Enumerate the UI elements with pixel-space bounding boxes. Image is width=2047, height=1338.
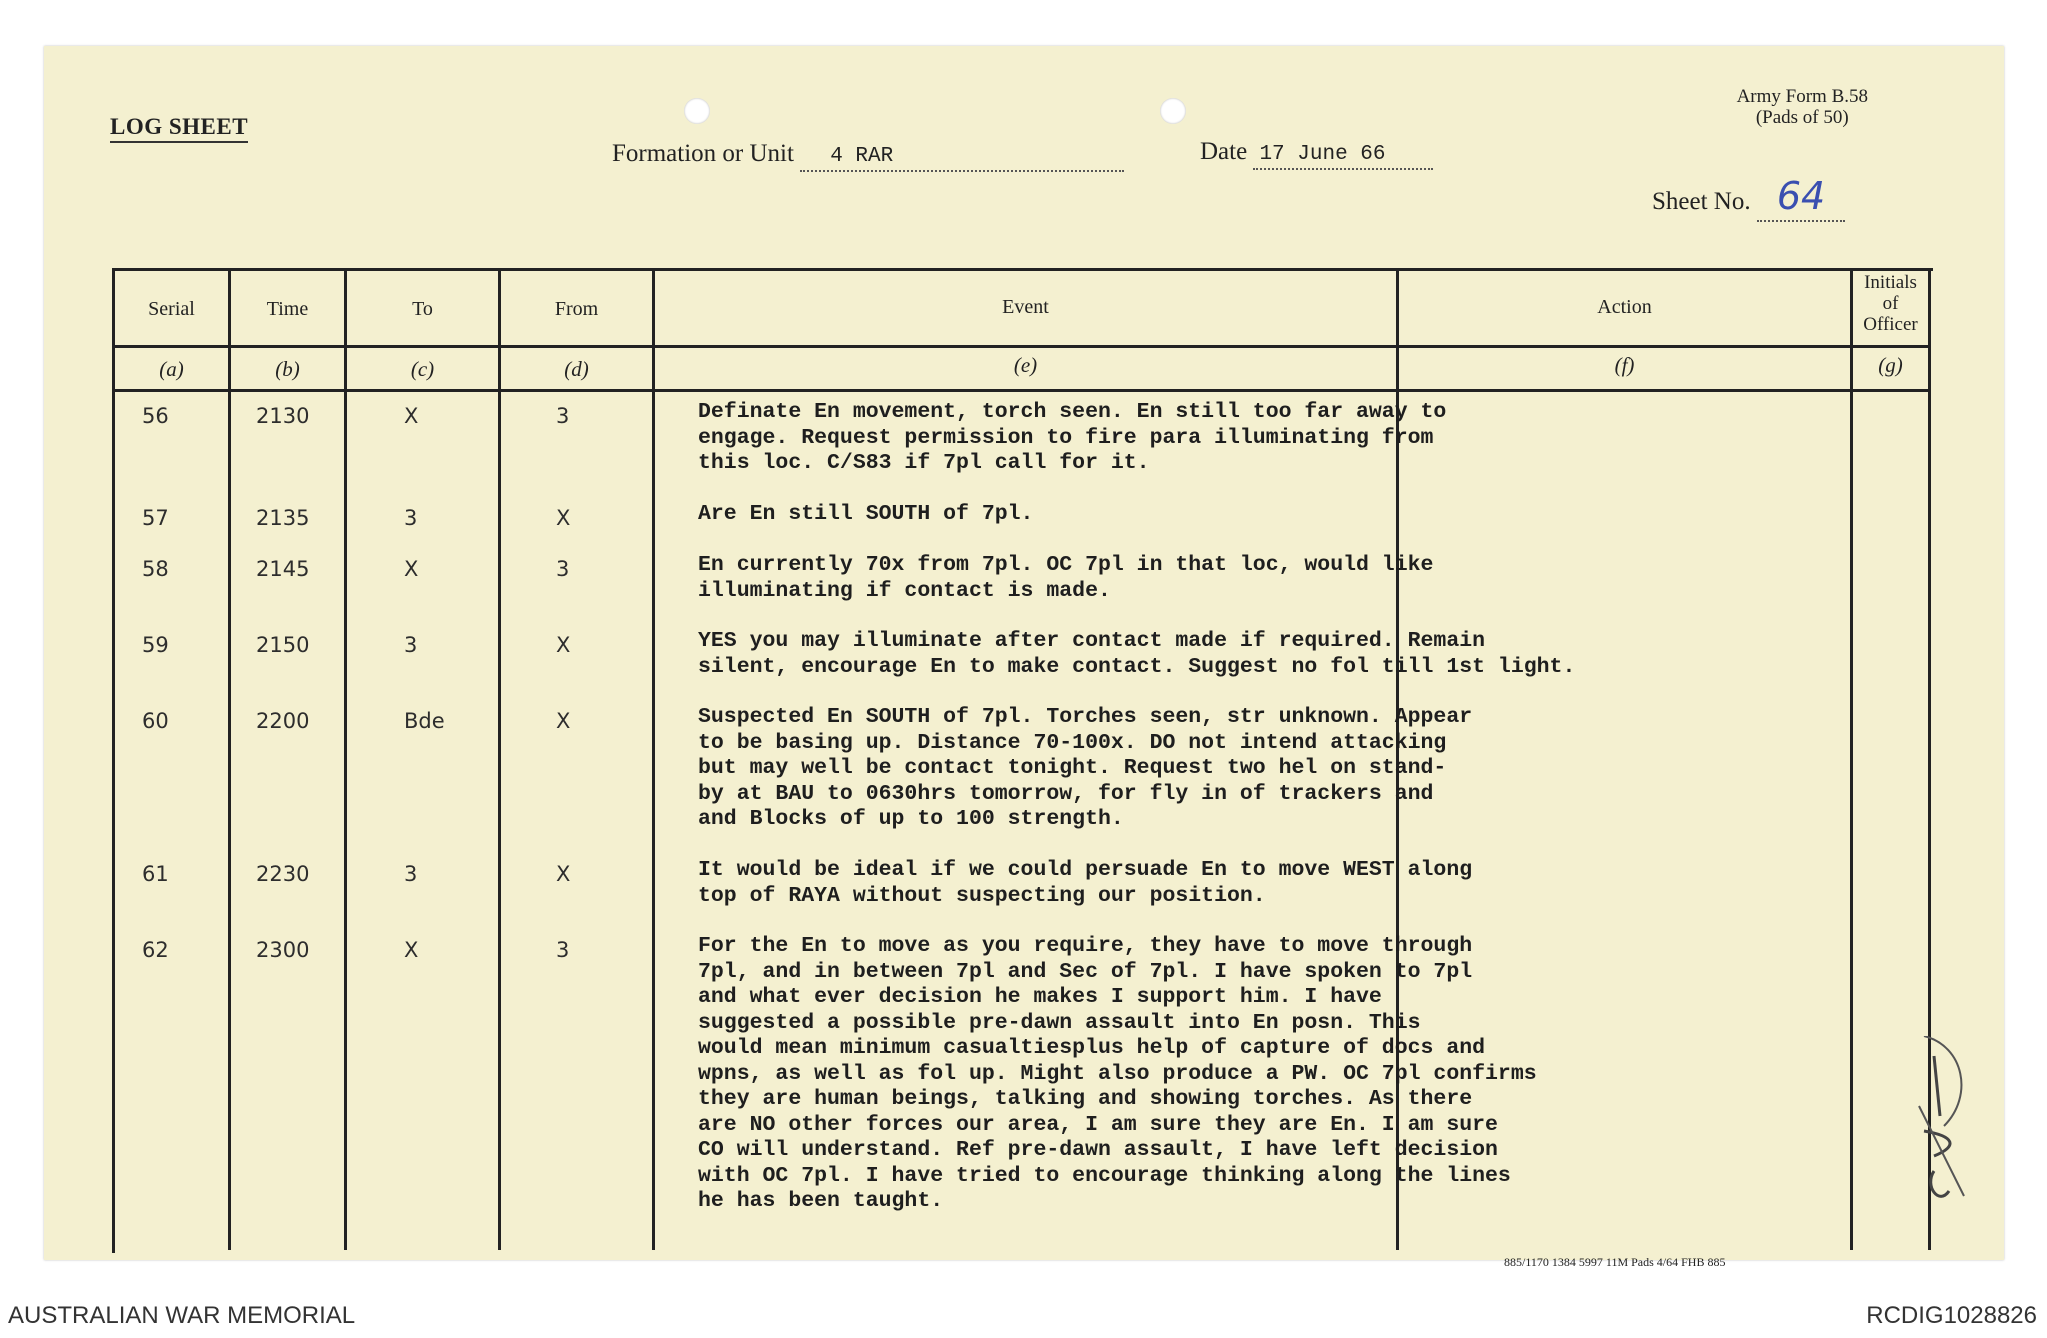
row-from: X xyxy=(556,709,571,733)
row-serial: 60 xyxy=(142,709,169,733)
form-number: Army Form B.58 xyxy=(1736,86,1868,107)
row-serial: 58 xyxy=(142,557,169,581)
header-initials-line3: Officer xyxy=(1863,314,1918,335)
sub-c: (c) xyxy=(410,357,435,381)
col-divider xyxy=(344,268,347,1250)
row-to: X xyxy=(404,557,419,581)
date-field xyxy=(1200,138,1433,170)
row-from: 3 xyxy=(556,404,570,428)
row-event: YES you may illuminate after contact made if required. Remain silent, encourage En to make contact. Suggest no fol till 1st light. xyxy=(698,629,1576,679)
row-from: 3 xyxy=(556,557,570,581)
row-event: It would be ideal if we could persuade En to move WEST along top of RAYA without suspecting our position. xyxy=(698,858,1473,908)
row-to: X xyxy=(404,404,419,428)
sheet-number-field xyxy=(1652,174,1845,222)
handwritten-initials-mark xyxy=(1904,1036,1984,1216)
unit-label: Formation or Unit xyxy=(612,140,794,167)
row-serial: 59 xyxy=(142,633,169,657)
sub-e: (e) xyxy=(1013,353,1038,377)
row-event: Definate En movement, torch seen. En still too far away to engage. Request permission to fire para illuminating from this loc. C/S83 if 7pl call for it. xyxy=(698,400,1447,475)
row-time: 2150 xyxy=(256,633,310,657)
header-initials-line1: Initials xyxy=(1864,272,1917,293)
row-time: 2200 xyxy=(256,709,310,733)
row-serial: 57 xyxy=(142,506,169,530)
row-time: 2130 xyxy=(256,404,310,428)
row-from: X xyxy=(556,862,571,886)
col-divider xyxy=(1850,268,1853,1250)
row-event: En currently 70x from 7pl. OC 7pl in that loc, would like illuminating if contact is made. xyxy=(698,553,1434,603)
sheet-value: 64 xyxy=(1757,174,1845,222)
row-time: 2135 xyxy=(256,506,310,530)
form-reference xyxy=(1737,86,1868,128)
header-event: Event xyxy=(1002,296,1049,318)
row-event: Suspected En SOUTH of 7pl. Torches seen, str unknown. Appear to be basing up. Distance 70-100x. DO not intend attacking but may well be contact tonight. Request two hel on stand- by at BAU to 0630hrs tomorrow, for fly in of trackers and and Blocks of up to 100 strength. xyxy=(698,705,1473,831)
unit-value: 4 RAR xyxy=(800,145,1124,172)
sub-b: (b) xyxy=(275,357,300,381)
row-time: 2300 xyxy=(256,938,310,962)
header-divider xyxy=(112,345,1930,348)
row-from: 3 xyxy=(556,938,570,962)
sheet-label: Sheet No. xyxy=(1652,188,1751,215)
date-value: 17 June 66 xyxy=(1253,143,1433,170)
subheader-divider xyxy=(112,389,1930,392)
sub-g: (g) xyxy=(1878,353,1903,377)
punch-hole-right xyxy=(1160,98,1186,124)
date-label: Date xyxy=(1200,138,1248,165)
header-action: Action xyxy=(1597,296,1652,318)
sub-a: (a) xyxy=(159,357,184,381)
col-divider xyxy=(652,268,655,1250)
row-to: 3 xyxy=(404,506,418,530)
sub-d: (d) xyxy=(564,357,589,381)
row-to: 3 xyxy=(404,633,418,657)
row-to: 3 xyxy=(404,862,418,886)
col-divider xyxy=(498,268,501,1250)
row-to: Bde xyxy=(404,709,445,733)
sub-f: (f) xyxy=(1614,353,1635,377)
unit-field xyxy=(612,140,1124,172)
header-initials-line2: of xyxy=(1882,293,1899,314)
header-to: To xyxy=(412,298,433,320)
archive-credit: AUSTRALIAN WAR MEMORIAL xyxy=(8,1302,356,1329)
row-time: 2145 xyxy=(256,557,310,581)
header-serial: Serial xyxy=(148,298,195,320)
log-sheet-paper xyxy=(44,46,2004,1269)
page-title: LOG SHEET xyxy=(110,114,248,143)
row-to: X xyxy=(404,938,419,962)
col-divider xyxy=(228,268,231,1250)
row-serial: 61 xyxy=(142,862,169,886)
row-serial: 62 xyxy=(142,938,169,962)
row-from: X xyxy=(556,506,571,530)
printer-reference: 885/1170 1384 5997 11M Pads 4/64 FHB 885 xyxy=(1504,1255,1726,1269)
header-from: From xyxy=(554,298,599,320)
row-from: X xyxy=(556,633,571,657)
row-serial: 56 xyxy=(142,404,169,428)
archive-id: RCDIG1028826 xyxy=(1866,1302,2037,1329)
punch-hole-left xyxy=(684,98,710,124)
header-time: Time xyxy=(266,298,309,320)
row-event: For the En to move as you require, they have to move through 7pl, and in between 7pl and Sec of 7pl. I have spoken to 7pl and what ever decision he makes I support him. I have suggested a possible pre-dawn assault into En posn. This would mean minimum casualtiesplus help of capture of docs and wpns, as well as fol up. Might also produce a PW. OC 7pl confirms they are human beings, talking and showing torches. As there are NO other forces our area, I am sure they are En. I am sure CO will understand. Ref pre-dawn assault, I have left decision with OC 7pl. I have tried to encourage thinking along the lines he has been taught. xyxy=(698,934,1537,1213)
form-pads: (Pads of 50) xyxy=(1755,107,1849,128)
row-time: 2230 xyxy=(256,862,310,886)
row-event: Are En still SOUTH of 7pl. xyxy=(698,502,1034,526)
header-initials xyxy=(1853,272,1928,335)
